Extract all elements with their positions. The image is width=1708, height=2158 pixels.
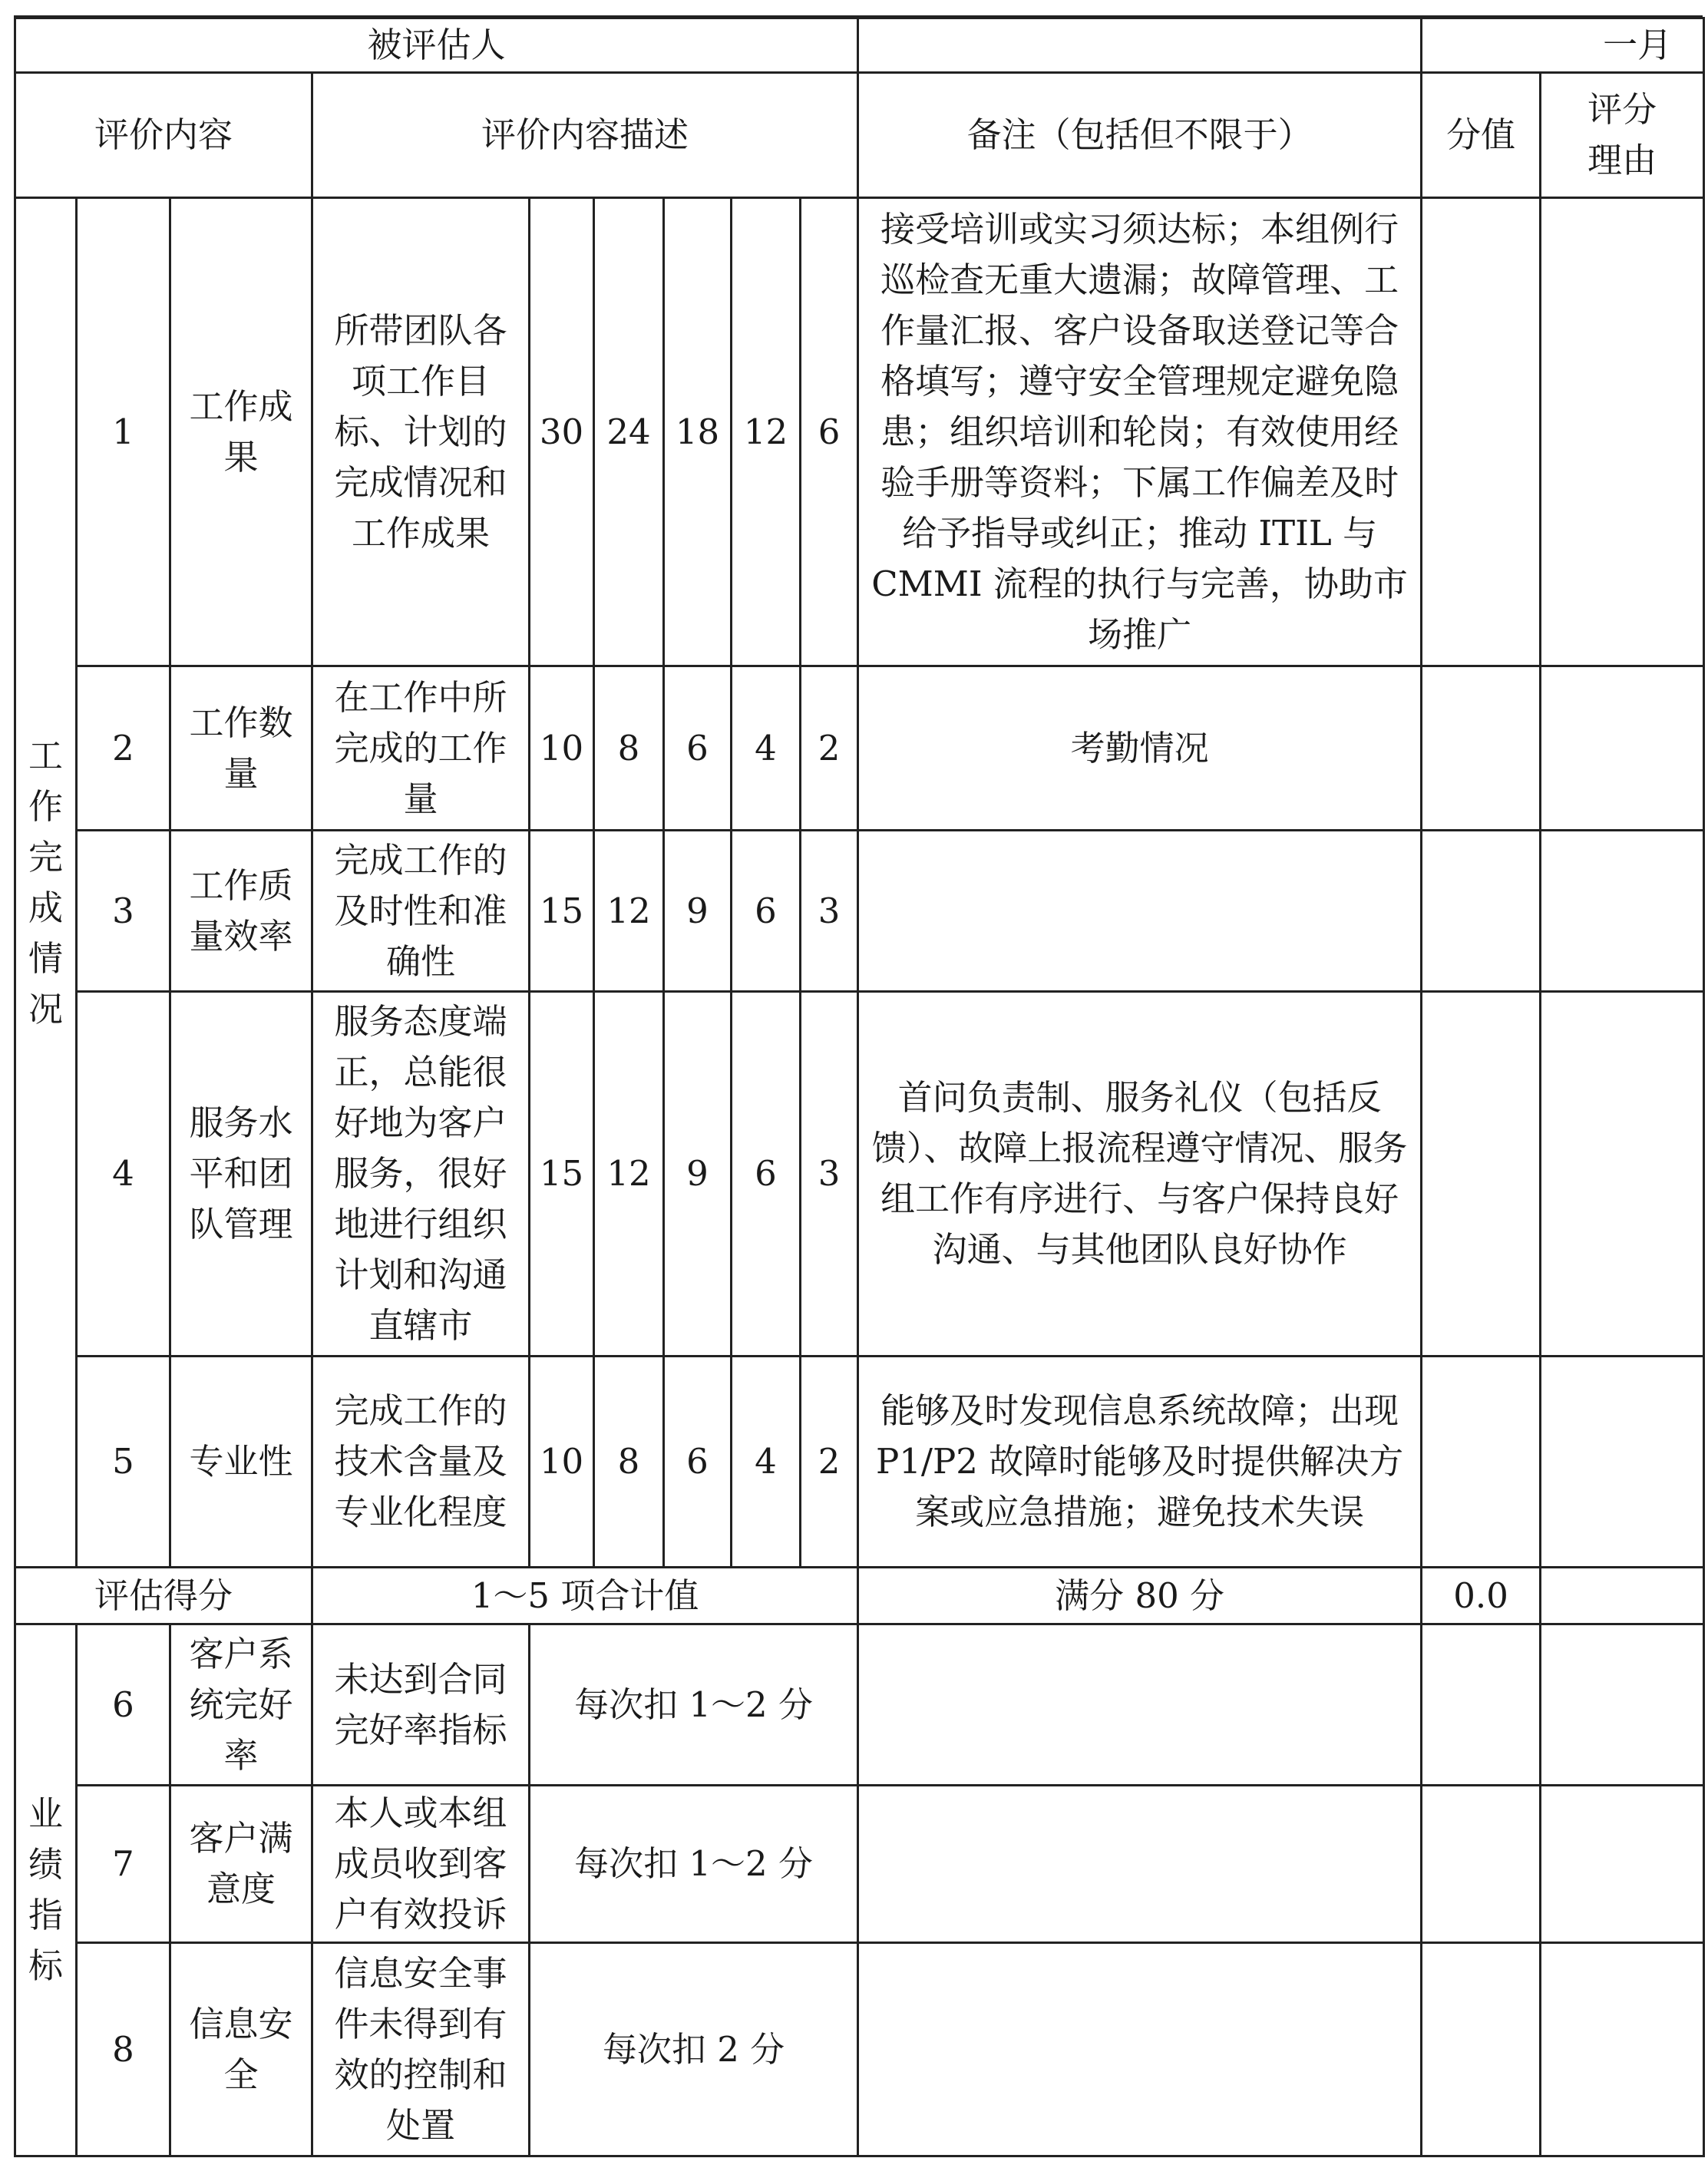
table-row bbox=[15, 198, 1704, 666]
score-level-3: 6 bbox=[664, 666, 732, 831]
item-note: 考勤情况 bbox=[858, 666, 1422, 831]
score-input-cell[interactable] bbox=[1422, 1943, 1541, 2156]
score-level-1: 10 bbox=[530, 666, 594, 831]
item-description: 完成工作的及时性和准确性 bbox=[312, 831, 530, 992]
table-row bbox=[15, 1624, 1704, 1786]
item-description: 服务态度端正，总能很好地为客户服务，很好地进行组织计划和沟通直辖市 bbox=[312, 992, 530, 1357]
score-input-cell[interactable] bbox=[1422, 666, 1541, 831]
item-name: 工作成果 bbox=[170, 198, 312, 666]
score-input-cell[interactable] bbox=[1422, 1786, 1541, 1943]
score-level-4: 12 bbox=[732, 198, 801, 666]
score-level-1: 15 bbox=[530, 831, 594, 992]
item-description: 本人或本组成员收到客户有效投诉 bbox=[312, 1786, 530, 1943]
col-header-notes: 备注（包括但不限于） bbox=[858, 73, 1422, 198]
score-level-5: 3 bbox=[801, 992, 858, 1357]
item-description: 未达到合同完好率指标 bbox=[312, 1624, 530, 1786]
row-number: 4 bbox=[77, 992, 170, 1357]
section-label-work: 工作完成情况 bbox=[15, 198, 77, 1568]
summary-note: 满分 80 分 bbox=[858, 1568, 1422, 1624]
reason-input-cell[interactable] bbox=[1541, 1943, 1704, 2156]
reason-input-cell[interactable] bbox=[1541, 1786, 1704, 1943]
reason-input-cell[interactable] bbox=[1541, 666, 1704, 831]
evaluatee-label: 被评估人 bbox=[15, 18, 858, 73]
score-level-2: 8 bbox=[594, 1357, 664, 1568]
reason-input-cell[interactable] bbox=[1541, 198, 1704, 666]
score-input-cell[interactable] bbox=[1422, 1624, 1541, 1786]
header-row-columns bbox=[15, 73, 1704, 198]
row-number: 3 bbox=[77, 831, 170, 992]
score-level-2: 8 bbox=[594, 666, 664, 831]
score-level-2: 24 bbox=[594, 198, 664, 666]
summary-score: 0.0 bbox=[1422, 1568, 1541, 1624]
score-level-1: 10 bbox=[530, 1357, 594, 1568]
item-description: 所带团队各项工作目标、计划的完成情况和工作成果 bbox=[312, 198, 530, 666]
deduction-rule: 每次扣 1～2 分 bbox=[530, 1624, 858, 1786]
summary-row bbox=[15, 1568, 1704, 1624]
item-name: 客户满意度 bbox=[170, 1786, 312, 1943]
score-level-5: 2 bbox=[801, 666, 858, 831]
table-row bbox=[15, 1786, 1704, 1943]
score-input-cell[interactable] bbox=[1422, 831, 1541, 992]
col-header-reason: 评分理由 bbox=[1541, 73, 1704, 198]
table-row bbox=[15, 666, 1704, 831]
row-number: 7 bbox=[77, 1786, 170, 1943]
score-level-2: 12 bbox=[594, 831, 664, 992]
score-level-3: 9 bbox=[664, 831, 732, 992]
section-label-performance: 业绩指标 bbox=[15, 1624, 77, 2156]
table-row bbox=[15, 992, 1704, 1357]
item-note: 首问负责制、服务礼仪（包括反馈）、故障上报流程遵守情况、服务组工作有序进行、与客户保持良好沟通、与其他团队良好协作 bbox=[858, 992, 1422, 1357]
reason-input-cell[interactable] bbox=[1541, 1624, 1704, 1786]
score-level-3: 6 bbox=[664, 1357, 732, 1568]
score-level-2: 12 bbox=[594, 992, 664, 1357]
item-note bbox=[858, 1943, 1422, 2156]
item-name: 工作质量效率 bbox=[170, 831, 312, 992]
item-description: 在工作中所完成的工作量 bbox=[312, 666, 530, 831]
row-number: 2 bbox=[77, 666, 170, 831]
item-name: 信息安全 bbox=[170, 1943, 312, 2156]
row-number: 1 bbox=[77, 198, 170, 666]
item-note bbox=[858, 1786, 1422, 1943]
reason-input-cell[interactable] bbox=[1541, 831, 1704, 992]
score-level-3: 18 bbox=[664, 198, 732, 666]
col-header-score: 分值 bbox=[1422, 73, 1541, 198]
score-level-5: 3 bbox=[801, 831, 858, 992]
item-note: 接受培训或实习须达标；本组例行巡检查无重大遗漏；故障管理、工作量汇报、客户设备取送登记等合格填写；遵守安全管理规定避免隐患；组织培训和轮岗；有效使用经验手册等资料；下属工作偏差及时给予指导或纠正；推动 ITIL 与 CMMI 流程的执行与完善，协助市场推广 bbox=[858, 198, 1422, 666]
score-level-3: 9 bbox=[664, 992, 732, 1357]
deduction-rule: 每次扣 1～2 分 bbox=[530, 1786, 858, 1943]
col-header-content: 评价内容 bbox=[15, 73, 312, 198]
score-level-4: 4 bbox=[732, 666, 801, 831]
item-name: 专业性 bbox=[170, 1357, 312, 1568]
item-note bbox=[858, 831, 1422, 992]
deduction-rule: 每次扣 2 分 bbox=[530, 1943, 858, 2156]
table-row bbox=[15, 1357, 1704, 1568]
item-note bbox=[858, 1624, 1422, 1786]
reason-input-cell[interactable] bbox=[1541, 1357, 1704, 1568]
score-input-cell[interactable] bbox=[1422, 1357, 1541, 1568]
month-label: 一月 bbox=[1422, 18, 1704, 73]
score-input-cell[interactable] bbox=[1422, 992, 1541, 1357]
reason-input-cell[interactable] bbox=[1541, 992, 1704, 1357]
table-row bbox=[15, 831, 1704, 992]
summary-label: 评估得分 bbox=[15, 1568, 312, 1624]
item-name: 客户系统完好率 bbox=[170, 1624, 312, 1786]
summary-reason-cell[interactable] bbox=[1541, 1568, 1704, 1624]
item-description: 完成工作的技术含量及专业化程度 bbox=[312, 1357, 530, 1568]
score-level-1: 30 bbox=[530, 198, 594, 666]
col-header-description: 评价内容描述 bbox=[312, 73, 858, 198]
score-level-5: 2 bbox=[801, 1357, 858, 1568]
item-description: 信息安全事件未得到有效的控制和处置 bbox=[312, 1943, 530, 2156]
summary-description: 1～5 项合计值 bbox=[312, 1568, 858, 1624]
item-name: 服务水平和团队管理 bbox=[170, 992, 312, 1357]
score-level-4: 6 bbox=[732, 831, 801, 992]
score-level-4: 6 bbox=[732, 992, 801, 1357]
row-number: 5 bbox=[77, 1357, 170, 1568]
table-row bbox=[15, 1943, 1704, 2156]
item-note: 能够及时发现信息系统故障；出现 P1/P2 故障时能够及时提供解决方案或应急措施；避免技术失误 bbox=[858, 1357, 1422, 1568]
row-number: 6 bbox=[77, 1624, 170, 1786]
row-number: 8 bbox=[77, 1943, 170, 2156]
score-level-5: 6 bbox=[801, 198, 858, 666]
evaluatee-name-cell[interactable] bbox=[858, 18, 1422, 73]
evaluation-table bbox=[14, 17, 1705, 2157]
header-row-evaluatee bbox=[15, 18, 1704, 73]
score-level-1: 15 bbox=[530, 992, 594, 1357]
score-input-cell[interactable] bbox=[1422, 198, 1541, 666]
score-level-4: 4 bbox=[732, 1357, 801, 1568]
item-name: 工作数量 bbox=[170, 666, 312, 831]
